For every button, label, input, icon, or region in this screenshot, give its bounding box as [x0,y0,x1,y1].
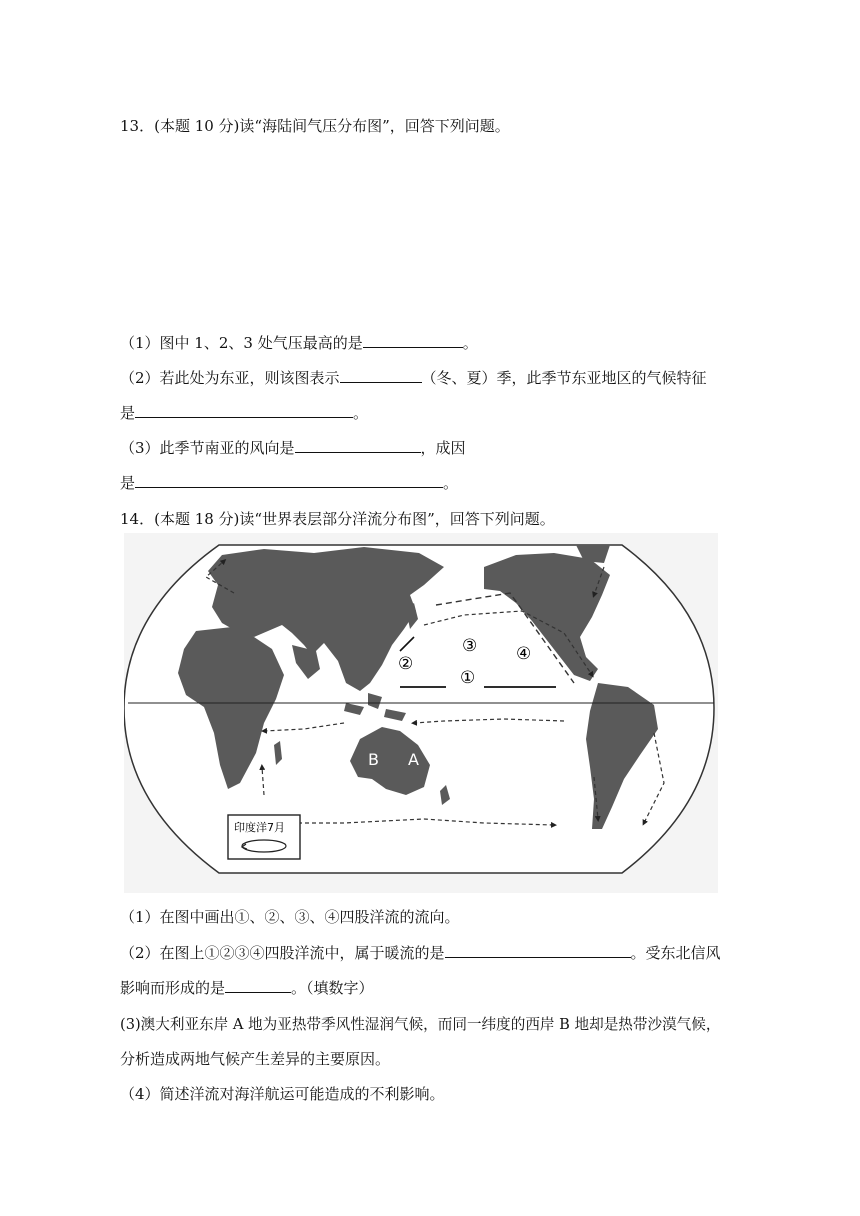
label-current-1: ① [460,668,476,688]
inset-title: 印度洋7月 [234,821,285,834]
q14-part2-text-c: 影响而形成的是 [120,979,226,997]
q14-part4: （4）简述洋流对海洋航运可能造成的不利影响。 [120,1085,445,1103]
q14-part2-text-d: 。（填数字） [291,979,374,997]
q14-part2-text-b: 。受东北信风 [630,944,721,962]
label-current-2: ② [398,654,414,674]
answer-blank[interactable] [135,473,443,488]
answer-blank[interactable] [340,368,422,383]
label-current-3: ③ [462,636,478,656]
ocean-current-map [124,533,718,893]
answer-blank[interactable] [363,333,463,348]
q14-part3: (3)澳大利亚东岸 A 地为亚热带季风性湿润气候，而同一纬度的西岸 B 地却是热带沙漠气候， [120,1016,721,1033]
q13-part2-end: 。 [353,404,369,422]
answer-blank[interactable] [445,943,631,958]
q13-part2-text-b: （冬、夏）季，此季节东亚地区的气候特征 [421,369,707,387]
q13-part1-text: （1）图中 1、2、3 处气压最高的是 [120,334,363,352]
q13-part3-text-b: ，成因 [420,439,466,457]
q14-part1: （1）在图中画出①、②、③、④四股洋流的流向。 [120,908,460,926]
label-point-a: A [408,750,419,769]
q13-part1 [120,332,478,353]
label-current-4: ④ [516,644,532,664]
q13-part2-cont [120,402,368,423]
q14-part2 [120,942,721,963]
q13-part3-cont [120,472,458,493]
q13-part3-end: 。 [443,474,459,492]
q13-part3 [120,437,466,458]
q13-part2 [120,367,707,388]
q13-title: 13．(本题 10 分)读“海陆间气压分布图”，回答下列问题。 [120,117,510,135]
q14-part3-cont: 分析造成两地气候产生差异的主要原因。 [120,1050,391,1068]
q14-part2-cont [120,977,374,998]
label-point-b: B [368,750,379,769]
answer-blank[interactable] [225,978,291,993]
q14-title: 14．(本题 18 分)读“世界表层部分洋流分布图”，回答下列问题。 [120,510,555,528]
q13-part2-text-a: （2）若此处为东亚，则该图表示 [120,369,340,387]
answer-blank[interactable] [295,438,421,453]
answer-blank[interactable] [135,403,353,418]
q13-part2-text-c: 是 [120,404,136,422]
q13-part3-text-c: 是 [120,474,136,492]
q14-part2-text-a: （2）在图上①②③④四股洋流中，属于暖流的是 [120,944,445,962]
q13-part3-text-a: （3）此季节南亚的风向是 [120,439,295,457]
q13-part1-end: 。 [462,334,478,352]
